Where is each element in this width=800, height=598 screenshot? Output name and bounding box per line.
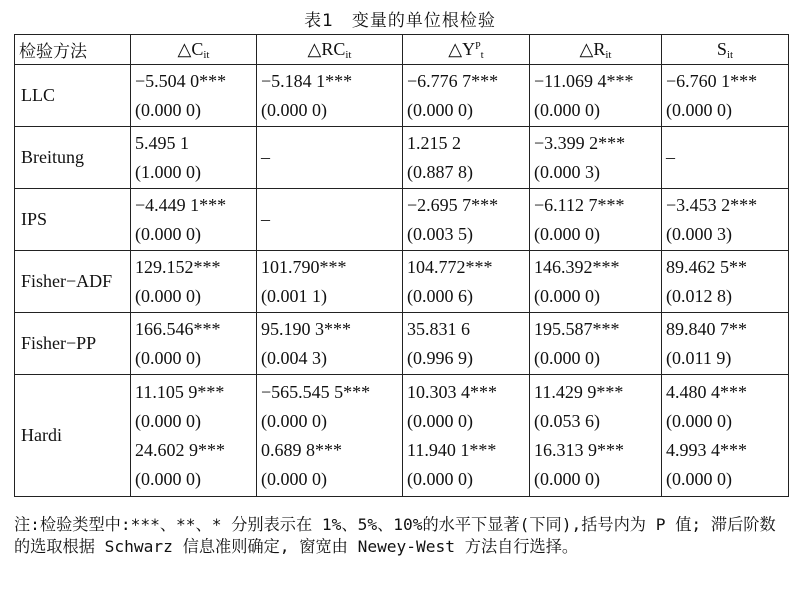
statistic-value: −11.069 4*** [534,70,634,91]
table-cell [257,65,403,127]
p-value: (0.000 0) [534,223,600,244]
statistic-value: −5.504 0*** [135,70,227,91]
table-cell [257,127,403,189]
row-method-label: IPS [15,189,131,251]
p-value: (0.004 3) [261,347,327,368]
table-note: 注:检验类型中:***、**、* 分别表示在 1%、5%、10%的水平下显著(下同),括号内为 P 值; 滞后阶数的选取根据 Schwarz 信息准则确定, 窗宽由 Newey-West 方法自行选择。 [14,515,776,556]
statistic-value: 166.546*** [135,318,221,339]
p-value: (0.000 6) [407,285,473,306]
table-cell [662,313,789,375]
table-cell [257,375,403,497]
statistic-value: 10.303 4*** [407,381,497,402]
statistic-value: −6.112 7*** [534,194,625,215]
p-value: (0.000 0) [666,99,732,120]
table-cell [403,127,530,189]
statistic-value: – [261,209,270,229]
p-value: (0.000 0) [534,347,600,368]
statistic-value: −5.184 1*** [261,70,353,91]
statistic-value: – [261,147,270,167]
statistic-value: −3.453 2*** [666,194,758,215]
statistic-value: −4.449 1*** [135,194,227,215]
header-row [15,35,789,65]
table-row [15,313,789,375]
p-value: (0.000 3) [534,161,600,182]
p-value: (0.000 0) [261,410,327,431]
statistic-value: 1.215 2 [407,132,461,153]
header-s: $S_{it}$ [662,35,789,65]
p-value: (1.000 0) [135,161,201,182]
statistic-value: 0.689 8*** [261,439,342,460]
p-value: (0.996 9) [407,347,473,368]
row-method-label: Breitung [15,127,131,189]
table-row [15,127,789,189]
p-value: (0.000 0) [261,468,327,489]
table-cell [403,65,530,127]
p-value: (0.000 0) [135,99,201,120]
statistic-value: 11.940 1*** [407,439,497,460]
p-value: (0.887 8) [407,161,473,182]
statistic-value: −3.399 2*** [534,132,626,153]
p-value: (0.003 5) [407,223,473,244]
p-value: (0.000 0) [135,347,201,368]
statistic-value: 35.831 6 [407,318,470,339]
table-row [15,189,789,251]
table-row [15,65,789,127]
p-value: (0.053 6) [534,410,600,431]
table-row [15,375,789,497]
table-cell [131,375,257,497]
table-cell [662,127,789,189]
p-value: (0.011 9) [666,347,732,368]
statistic-value: 89.462 5** [666,256,747,277]
table-title: 表1 变量的单位根检验 [304,11,496,31]
table-cell [662,189,789,251]
p-value: (0.012 8) [666,285,732,306]
p-value: (0.000 0) [534,99,600,120]
statistic-value: −6.776 7*** [407,70,499,91]
row-method-label: Hardi [15,375,131,497]
statistic-value: −6.760 1*** [666,70,758,91]
table-cell [662,375,789,497]
row-method-label: Fisher−ADF [15,251,131,313]
statistic-value: 195.587*** [534,318,620,339]
p-value: (0.000 0) [135,223,201,244]
p-value: (0.000 3) [666,223,732,244]
p-value: (0.000 0) [135,285,201,306]
p-value: (0.000 0) [666,468,732,489]
statistic-value: 24.602 9*** [135,439,225,460]
row-method-label: Fisher−PP [15,313,131,375]
statistic-value: – [666,147,675,167]
table-cell [662,251,789,313]
table-cell [530,251,662,313]
table-cell [257,251,403,313]
header-test-method: 检验方法 [15,35,131,65]
statistic-value: −2.695 7*** [407,194,499,215]
statistic-value: 101.790*** [261,256,347,277]
p-value: (0.000 0) [407,410,473,431]
statistic-value: 4.480 4*** [666,381,747,402]
p-value: (0.000 0) [135,468,201,489]
header-delta-c: $\triangle C_{it}$ [131,35,257,65]
table-cell [403,189,530,251]
statistic-value: 4.993 4*** [666,439,747,460]
statistic-value: 89.840 7** [666,318,747,339]
table-row [15,251,789,313]
table-cell [662,65,789,127]
p-value: (0.000 0) [534,468,600,489]
table-cell [403,251,530,313]
p-value: (0.000 0) [534,285,600,306]
header-delta-y: $\triangle Y^P_t$ [403,35,530,65]
statistic-value: 95.190 3*** [261,318,351,339]
table-cell [403,375,530,497]
table-cell [131,189,257,251]
p-value: (0.000 0) [407,468,473,489]
table-cell [530,65,662,127]
p-value: (0.000 0) [407,99,473,120]
table-cell [530,127,662,189]
statistic-value: −565.545 5*** [261,381,371,402]
table-body [15,65,789,497]
statistic-value: 146.392*** [534,256,620,277]
table-cell [530,375,662,497]
statistic-value: 16.313 9*** [534,439,624,460]
p-value: (0.000 0) [135,410,201,431]
p-value: (0.000 0) [666,410,732,431]
table-cell [530,189,662,251]
unit-root-test-table [14,34,789,497]
table-cell [131,251,257,313]
table-cell [131,127,257,189]
statistic-value: 11.429 9*** [534,381,624,402]
table-cell [131,313,257,375]
header-delta-r: $\triangle R_{it}$ [530,35,662,65]
table-cell [257,189,403,251]
statistic-value: 11.105 9*** [135,381,225,402]
p-value: (0.001 1) [261,285,327,306]
statistic-value: 5.495 1 [135,132,189,153]
table-cell [530,313,662,375]
header-delta-rc: $\triangle RC_{it}$ [257,35,403,65]
table-cell [403,313,530,375]
statistic-value: 104.772*** [407,256,493,277]
statistic-value: 129.152*** [135,256,221,277]
p-value: (0.000 0) [261,99,327,120]
table-cell [131,65,257,127]
table-cell [257,313,403,375]
row-method-label: LLC [15,65,131,127]
